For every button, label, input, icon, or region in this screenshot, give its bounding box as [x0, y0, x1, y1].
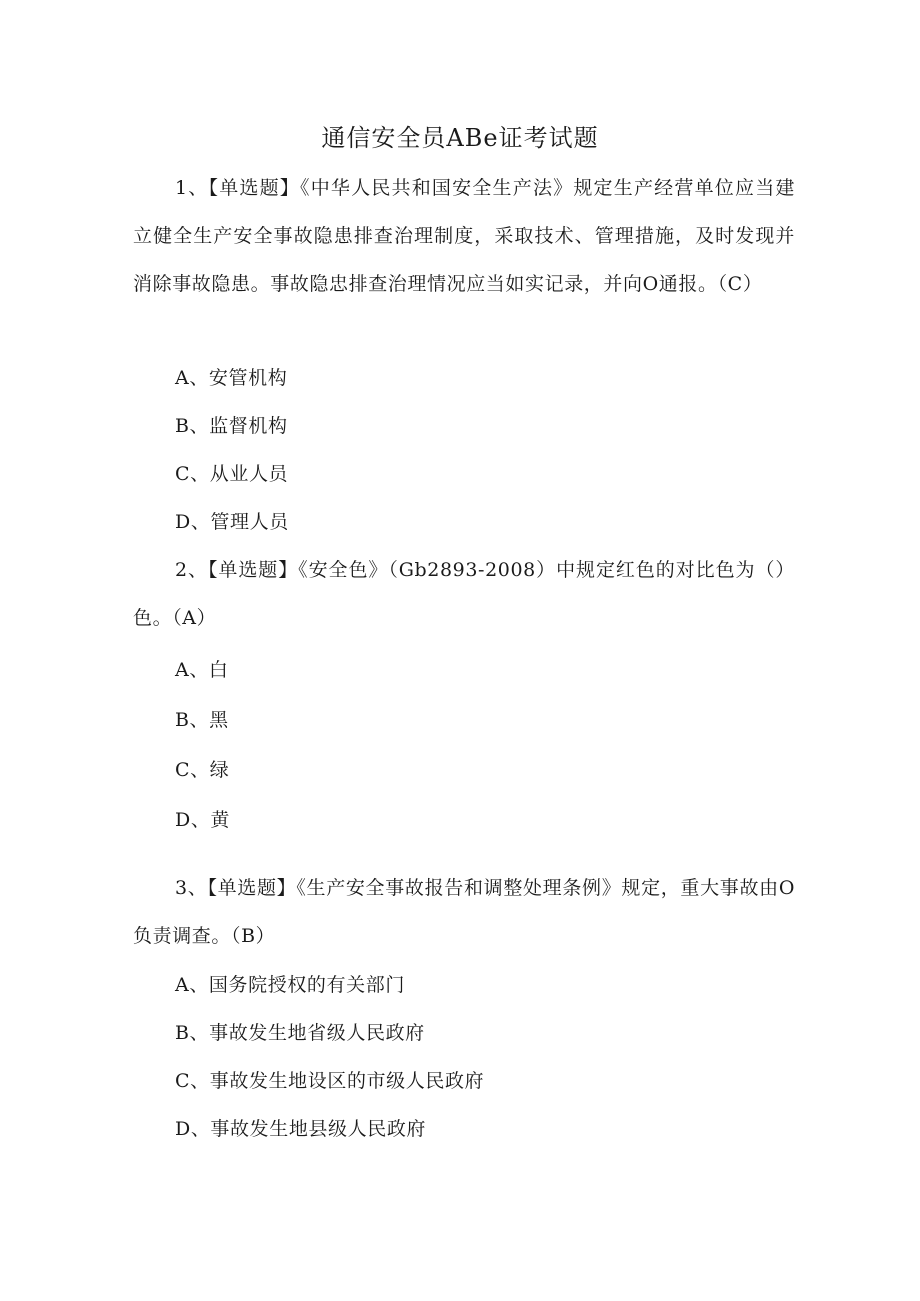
question-3-option-d: D、事故发生地县级人民政府: [175, 1118, 427, 1140]
question-3-option-c: C、事故发生地设区的市级人民政府: [175, 1070, 485, 1092]
question-2-option-b: B、黑: [175, 709, 229, 731]
question-1-option-c: C、从业人员: [175, 463, 289, 485]
question-3-option-a: A、国务院授权的有关部门: [175, 974, 405, 996]
question-3-stem: 3、【单选题】《生产安全事故报告和调整处理条例》规定，重大事故由O负责调查。（B）: [133, 877, 795, 947]
question-2-option-c: C、绿: [175, 759, 230, 781]
question-2-stem: 2、【单选题】《安全色》（Gb2893-2008）中规定红色的对比色为（）色。（A）: [133, 559, 795, 629]
question-1-stem: 1、【单选题】《中华人民共和国安全生产法》规定生产经营单位应当建立健全生产安全事故隐患排查治理制度，采取技术、管理措施，及时发现并消除事故隐患。事故隐忠排查治理情况应当如实记录，并向O通报。（C）: [133, 177, 795, 295]
question-2-option-d: D、黄: [175, 809, 231, 831]
question-2-option-a: A、白: [175, 659, 229, 681]
document-title: 通信安全员ABe证考试题: [321, 124, 599, 152]
question-1-option-b: B、监督机构: [175, 415, 288, 437]
question-1-option-a: A、安管机构: [175, 367, 288, 389]
question-1-option-d: D、管理人员: [175, 511, 289, 533]
question-3-option-b: B、事故发生地省级人民政府: [175, 1022, 425, 1044]
